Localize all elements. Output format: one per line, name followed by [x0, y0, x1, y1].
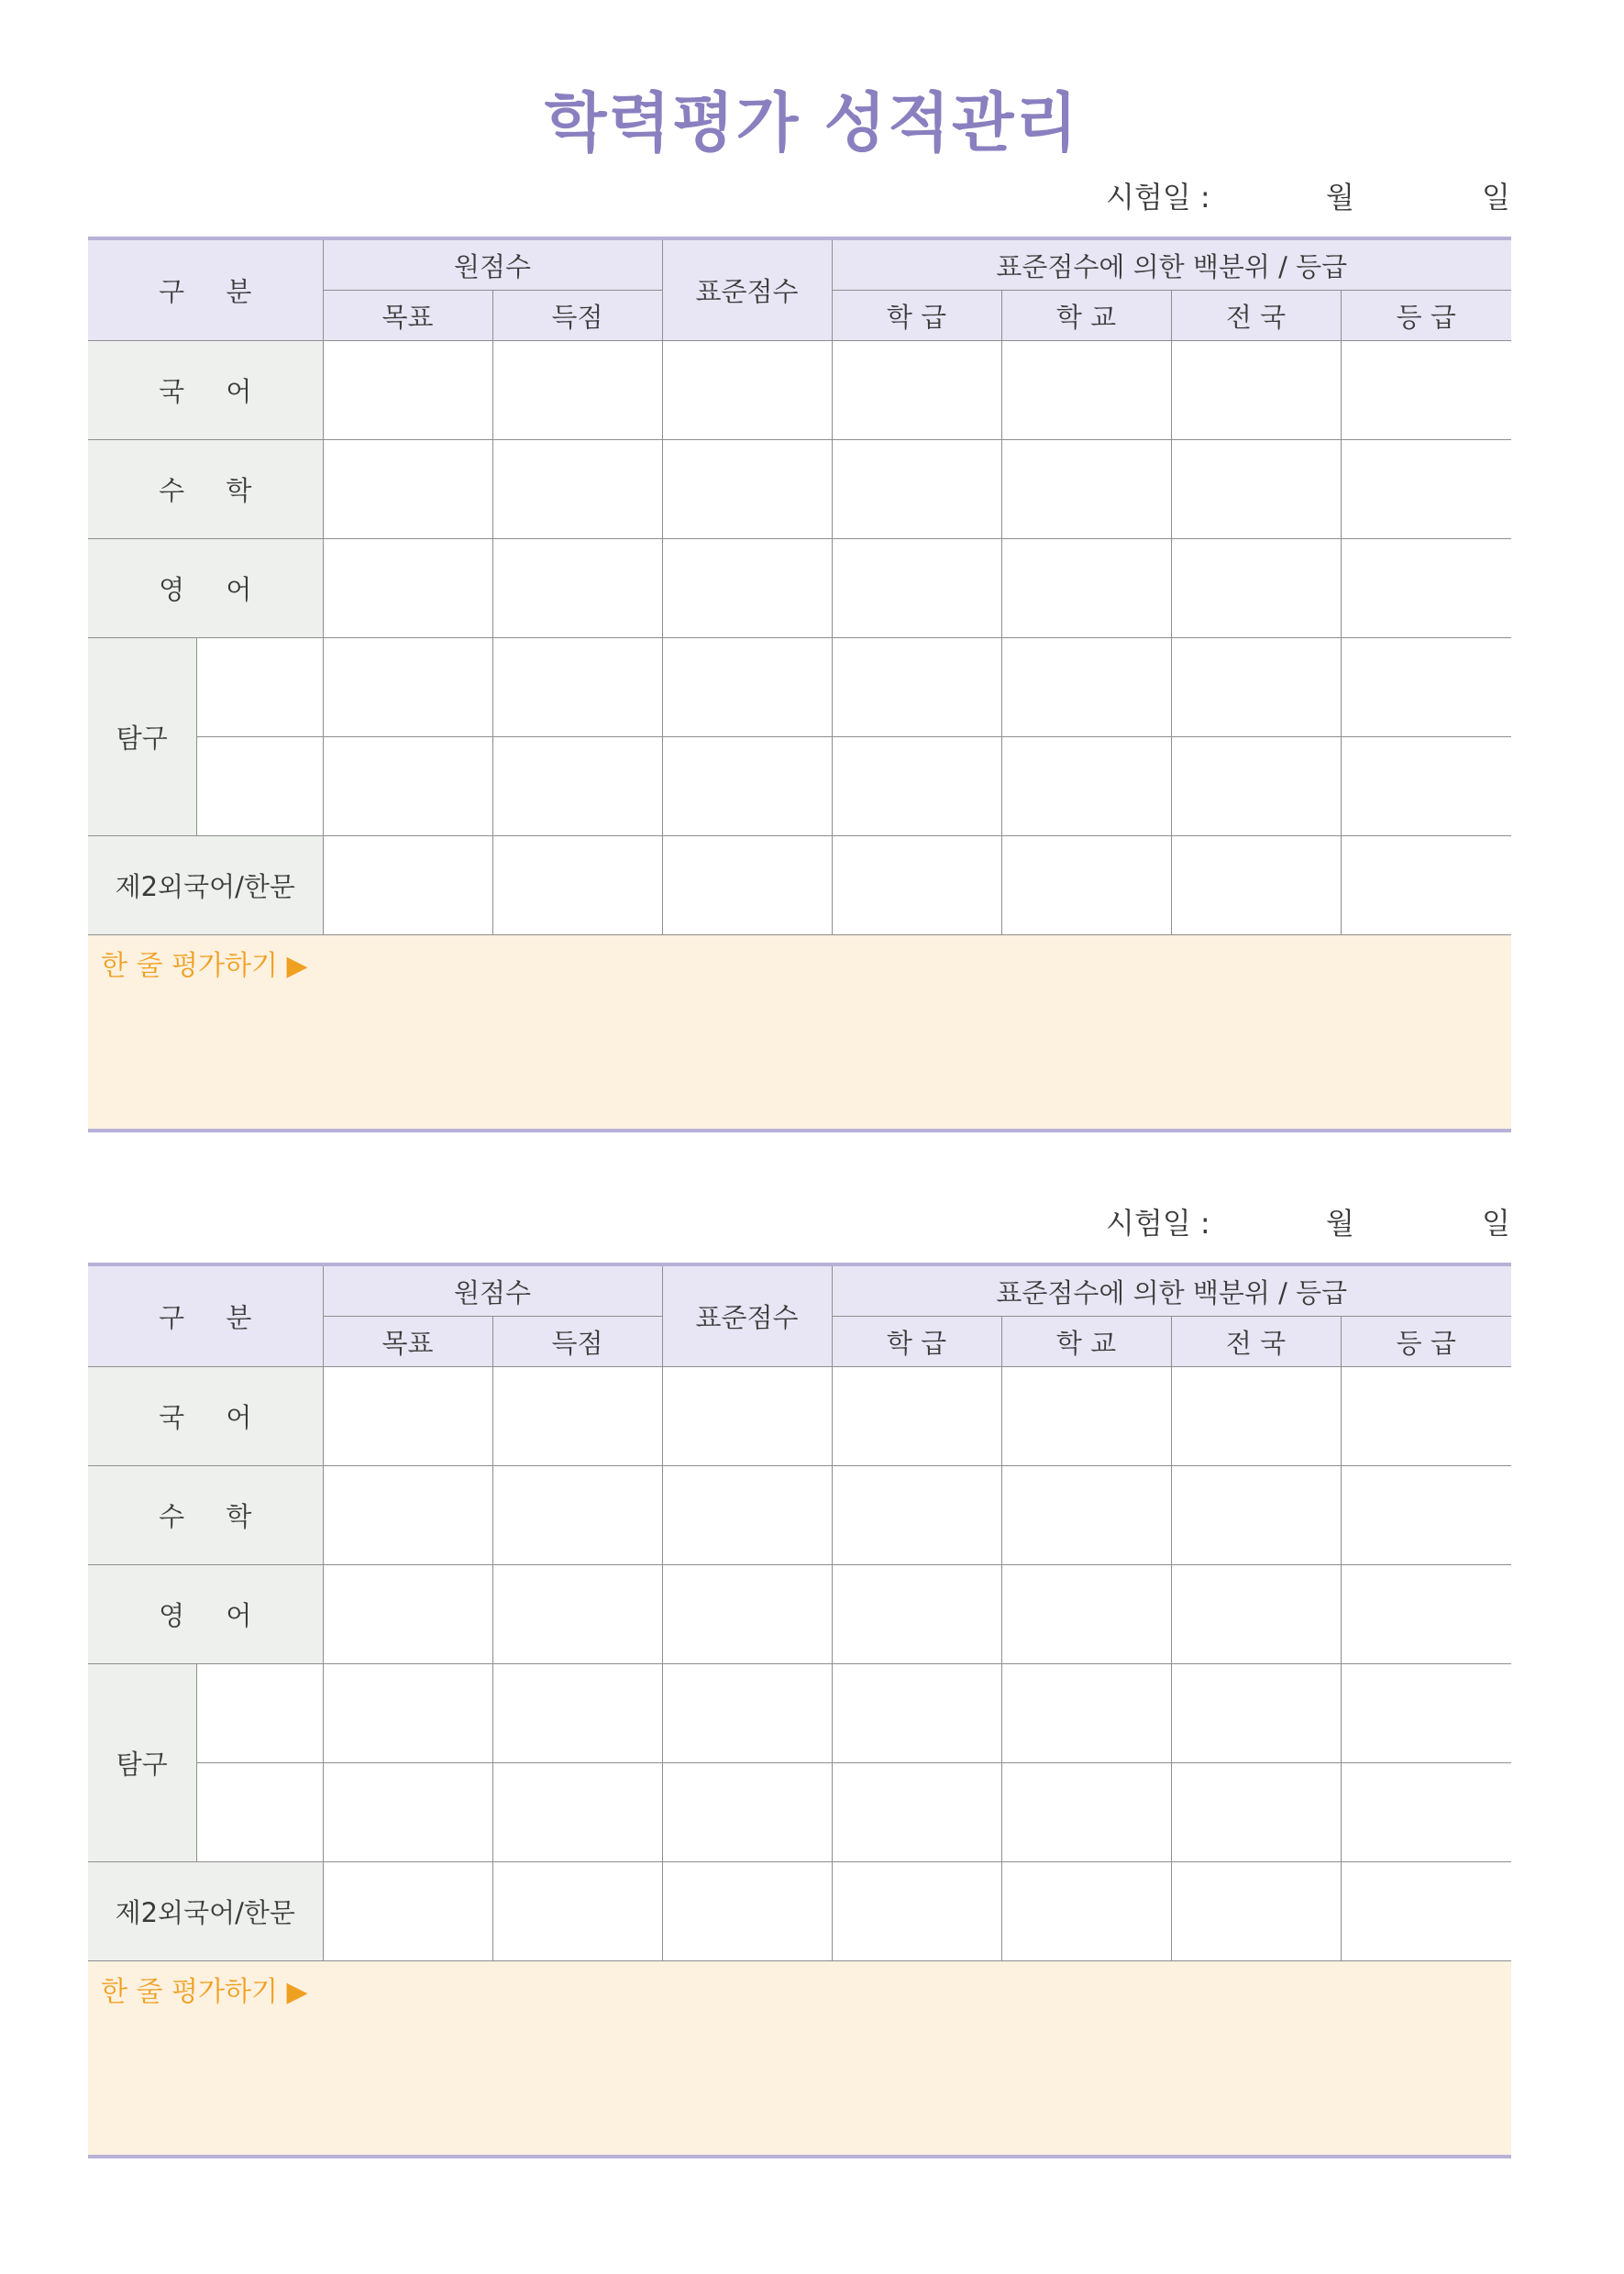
cell-target[interactable]	[323, 539, 492, 638]
header-score: 득점	[492, 291, 662, 341]
cell-grade[interactable]	[1341, 341, 1511, 440]
cell-national[interactable]	[1171, 737, 1341, 836]
subject-english: 영 어	[88, 1565, 323, 1664]
cell-national[interactable]	[1171, 1466, 1341, 1565]
exam-date-day: 일	[1482, 180, 1510, 215]
subject-second-language: 제2외국어/한문	[88, 836, 323, 935]
cell-score[interactable]	[492, 737, 662, 836]
cell-grade[interactable]	[1341, 440, 1511, 539]
cell-score[interactable]	[492, 1367, 662, 1466]
cell-national[interactable]	[1171, 1367, 1341, 1466]
cell-target[interactable]	[323, 737, 492, 836]
cell-grade[interactable]	[1341, 1664, 1511, 1763]
cell-school[interactable]	[1001, 341, 1171, 440]
cell-target[interactable]	[323, 638, 492, 737]
cell-national[interactable]	[1171, 836, 1341, 935]
cell-grade[interactable]	[1341, 539, 1511, 638]
cell-school[interactable]	[1001, 836, 1171, 935]
cell-standard[interactable]	[662, 836, 832, 935]
cell-score[interactable]	[492, 836, 662, 935]
cell-target[interactable]	[323, 341, 492, 440]
cell-class[interactable]	[832, 638, 1001, 737]
inquiry-subject-name[interactable]	[196, 638, 323, 737]
cell-school[interactable]	[1001, 1664, 1171, 1763]
subject-english: 영 어	[88, 539, 323, 638]
cell-school[interactable]	[1001, 1466, 1171, 1565]
cell-school[interactable]	[1001, 1862, 1171, 1961]
cell-target[interactable]	[323, 1565, 492, 1664]
cell-grade[interactable]	[1341, 1565, 1511, 1664]
header-gubun: 구 분	[88, 238, 323, 341]
subject-korean: 국 어	[88, 341, 323, 440]
inquiry-subject-name[interactable]	[196, 1763, 323, 1862]
cell-standard[interactable]	[662, 1862, 832, 1961]
cell-target[interactable]	[323, 1367, 492, 1466]
cell-national[interactable]	[1171, 440, 1341, 539]
header-class: 학 급	[832, 1317, 1001, 1367]
table-row	[88, 1565, 1511, 1664]
cell-national[interactable]	[1171, 539, 1341, 638]
cell-class[interactable]	[832, 1367, 1001, 1466]
one-line-evaluation-box[interactable]	[88, 935, 1511, 1132]
cell-school[interactable]	[1001, 1565, 1171, 1664]
header-raw-score: 원점수	[323, 1264, 662, 1317]
cell-school[interactable]	[1001, 1763, 1171, 1862]
cell-target[interactable]	[323, 1466, 492, 1565]
exam-date-month: 월	[1326, 180, 1354, 215]
subject-inquiry: 탐구	[88, 638, 196, 836]
table-row	[88, 1367, 1511, 1466]
table-row	[88, 1862, 1511, 1961]
cell-target[interactable]	[323, 1763, 492, 1862]
cell-standard[interactable]	[662, 341, 832, 440]
table-row	[88, 737, 1511, 836]
subject-korean: 국 어	[88, 1367, 323, 1466]
cell-class[interactable]	[832, 1862, 1001, 1961]
header-gubun: 구 분	[88, 1264, 323, 1367]
cell-target[interactable]	[323, 1664, 492, 1763]
cell-school[interactable]	[1001, 1367, 1171, 1466]
cell-national[interactable]	[1171, 341, 1341, 440]
header-standard-score: 표준점수	[662, 238, 832, 341]
table-row	[88, 1763, 1511, 1862]
cell-standard[interactable]	[662, 1664, 832, 1763]
cell-class[interactable]	[832, 440, 1001, 539]
cell-national[interactable]	[1171, 1862, 1341, 1961]
cell-class[interactable]	[832, 341, 1001, 440]
cell-score[interactable]	[492, 1664, 662, 1763]
header-percentile-grade: 표준점수에 의한 백분위 / 등급	[832, 238, 1511, 291]
cell-school[interactable]	[1001, 638, 1171, 737]
cell-standard[interactable]	[662, 737, 832, 836]
header-standard-score: 표준점수	[662, 1264, 832, 1367]
grade-table	[88, 1263, 1511, 1961]
cell-school[interactable]	[1001, 539, 1171, 638]
cell-class[interactable]	[832, 737, 1001, 836]
exam-date-label: 시험일 :	[1106, 180, 1210, 215]
subject-math: 수 학	[88, 1466, 323, 1565]
inquiry-subject-name[interactable]	[196, 1664, 323, 1763]
cell-standard[interactable]	[662, 440, 832, 539]
subject-math: 수 학	[88, 440, 323, 539]
cell-score[interactable]	[492, 341, 662, 440]
cell-target[interactable]	[323, 836, 492, 935]
table-row	[88, 539, 1511, 638]
cell-standard[interactable]	[662, 1466, 832, 1565]
cell-school[interactable]	[1001, 737, 1171, 836]
table-row	[88, 1664, 1511, 1763]
cell-national[interactable]	[1171, 1664, 1341, 1763]
header-grade: 등 급	[1341, 1317, 1511, 1367]
table-row	[88, 638, 1511, 737]
cell-score[interactable]	[492, 1565, 662, 1664]
grade-sheet-1	[88, 237, 1511, 1132]
cell-class[interactable]	[832, 1763, 1001, 1862]
header-percentile-grade: 표준점수에 의한 백분위 / 등급	[832, 1264, 1511, 1317]
cell-score[interactable]	[492, 1466, 662, 1565]
cell-grade[interactable]	[1341, 1763, 1511, 1862]
cell-class[interactable]	[832, 836, 1001, 935]
grade-table	[88, 237, 1511, 935]
exam-date-row	[88, 174, 1511, 215]
cell-grade[interactable]	[1341, 1466, 1511, 1565]
cell-score[interactable]	[492, 1862, 662, 1961]
header-school: 학 교	[1001, 1317, 1171, 1367]
cell-score[interactable]	[492, 539, 662, 638]
header-class: 학 급	[832, 291, 1001, 341]
table-row	[88, 1466, 1511, 1565]
cell-standard[interactable]	[662, 1565, 832, 1664]
header-score: 득점	[492, 1317, 662, 1367]
cell-score[interactable]	[492, 638, 662, 737]
cell-class[interactable]	[832, 1565, 1001, 1664]
table-row	[88, 341, 1511, 440]
cell-standard[interactable]	[662, 1367, 832, 1466]
exam-date-row	[88, 1200, 1511, 1241]
cell-national[interactable]	[1171, 638, 1341, 737]
header-raw-score: 원점수	[323, 238, 662, 291]
exam-date-day: 일	[1482, 1206, 1510, 1241]
cell-score[interactable]	[492, 1763, 662, 1862]
inquiry-subject-name[interactable]	[196, 737, 323, 836]
header-grade: 등 급	[1341, 291, 1511, 341]
cell-grade[interactable]	[1341, 1367, 1511, 1466]
cell-class[interactable]	[832, 1664, 1001, 1763]
exam-date-month: 월	[1326, 1206, 1354, 1241]
header-target: 목표	[323, 1317, 492, 1367]
cell-standard[interactable]	[662, 1763, 832, 1862]
cell-national[interactable]	[1171, 1763, 1341, 1862]
page-title: 학력평가 성적관리	[544, 85, 1080, 160]
cell-grade[interactable]	[1341, 638, 1511, 737]
cell-grade[interactable]	[1341, 737, 1511, 836]
cell-grade[interactable]	[1341, 836, 1511, 935]
evaluation-label: 한 줄 평가하기 ▶	[101, 1976, 308, 2008]
subject-inquiry: 탐구	[88, 1664, 196, 1862]
header-national: 전 국	[1171, 1317, 1341, 1367]
table-row	[88, 440, 1511, 539]
header-target: 목표	[323, 291, 492, 341]
cell-class[interactable]	[832, 539, 1001, 638]
one-line-evaluation-box[interactable]	[88, 1961, 1511, 2158]
subject-second-language: 제2외국어/한문	[88, 1862, 323, 1961]
evaluation-label: 한 줄 평가하기 ▶	[101, 950, 308, 982]
header-school: 학 교	[1001, 291, 1171, 341]
header-national: 전 국	[1171, 291, 1341, 341]
cell-score[interactable]	[492, 440, 662, 539]
cell-standard[interactable]	[662, 638, 832, 737]
table-row	[88, 836, 1511, 935]
cell-target[interactable]	[323, 1862, 492, 1961]
cell-standard[interactable]	[662, 539, 832, 638]
cell-school[interactable]	[1001, 440, 1171, 539]
cell-national[interactable]	[1171, 1565, 1341, 1664]
cell-grade[interactable]	[1341, 1862, 1511, 1961]
cell-target[interactable]	[323, 440, 492, 539]
exam-date-label: 시험일 :	[1106, 1206, 1210, 1241]
grade-sheet-2	[88, 1263, 1511, 2158]
cell-class[interactable]	[832, 1466, 1001, 1565]
